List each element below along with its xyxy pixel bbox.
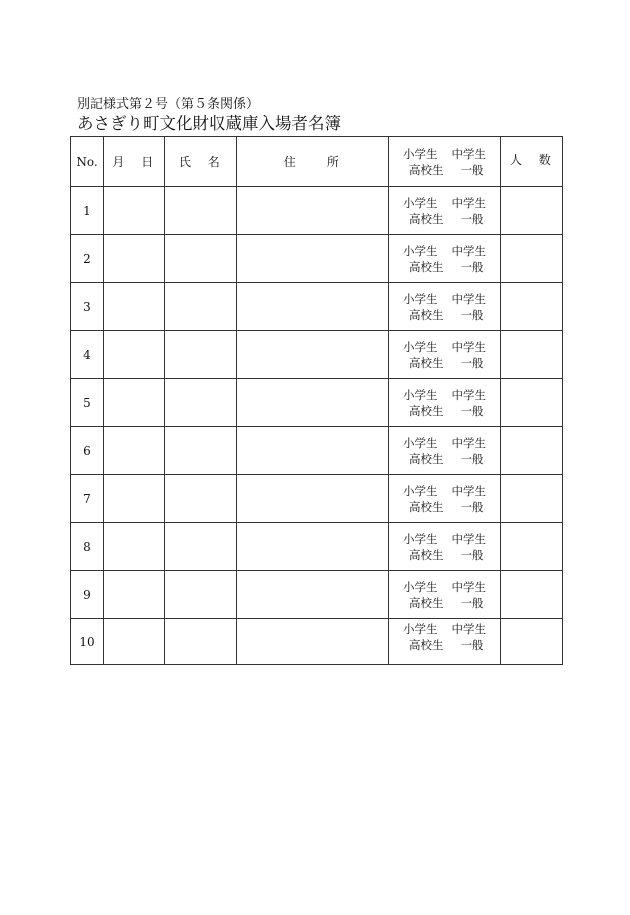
category-junior-high[interactable]: 中学生 <box>451 622 486 636</box>
table-row <box>71 235 563 283</box>
address-cell[interactable] <box>237 619 389 665</box>
name-cell[interactable] <box>165 331 237 379</box>
table-row <box>71 619 563 665</box>
document-title: あさぎり町文化財収蔵庫入場者名簿 <box>77 114 341 133</box>
row-number: 6 <box>71 427 104 475</box>
category-elementary[interactable]: 小学生 <box>403 339 438 354</box>
address-cell[interactable] <box>237 283 389 331</box>
count-cell[interactable] <box>501 379 563 427</box>
header-count: 人 数 <box>501 137 563 187</box>
address-cell[interactable] <box>237 379 389 427</box>
header-date: 月 日 <box>104 137 165 187</box>
category-cell[interactable] <box>389 475 501 523</box>
category-elementary[interactable]: 小学生 <box>403 387 438 402</box>
row-number: 4 <box>71 331 104 379</box>
name-cell[interactable] <box>165 235 237 283</box>
category-options <box>403 339 486 371</box>
category-high-school[interactable]: 高校生 <box>409 547 444 562</box>
category-junior-high[interactable]: 中学生 <box>451 531 486 546</box>
row-number: 8 <box>71 523 104 571</box>
category-high-school[interactable]: 高校生 <box>409 211 444 226</box>
category-cell[interactable] <box>389 427 501 475</box>
name-cell[interactable] <box>165 523 237 571</box>
category-options <box>403 483 486 515</box>
category-high-school[interactable]: 高校生 <box>409 638 444 652</box>
category-junior-high: 中学生 <box>451 146 486 161</box>
category-cell[interactable] <box>389 187 501 235</box>
category-general[interactable]: 一般 <box>460 547 484 562</box>
header-name: 氏 名 <box>165 137 237 187</box>
address-cell[interactable] <box>237 427 389 475</box>
table-row <box>71 283 563 331</box>
date-cell[interactable] <box>104 187 165 235</box>
category-junior-high[interactable]: 中学生 <box>451 243 486 258</box>
category-elementary[interactable]: 小学生 <box>403 531 438 546</box>
category-high-school[interactable]: 高校生 <box>409 499 444 514</box>
form-number-label: 別記様式第２号（第５条関係） <box>77 97 260 112</box>
category-cell[interactable] <box>389 235 501 283</box>
category-junior-high[interactable]: 中学生 <box>451 387 486 402</box>
category-general[interactable]: 一般 <box>460 307 484 322</box>
date-cell[interactable] <box>104 379 165 427</box>
table-row <box>71 427 563 475</box>
category-general[interactable]: 一般 <box>460 211 484 226</box>
row-number: 3 <box>71 283 104 331</box>
count-cell[interactable] <box>501 523 563 571</box>
category-junior-high[interactable]: 中学生 <box>451 195 486 210</box>
category-general[interactable]: 一般 <box>460 355 484 370</box>
category-options <box>403 146 486 178</box>
category-elementary[interactable]: 小学生 <box>403 622 438 636</box>
row-number: 5 <box>71 379 104 427</box>
date-cell[interactable] <box>104 427 165 475</box>
category-junior-high[interactable]: 中学生 <box>451 339 486 354</box>
count-cell[interactable] <box>501 619 563 665</box>
category-options <box>403 435 486 467</box>
table-row <box>71 475 563 523</box>
category-general[interactable]: 一般 <box>460 451 484 466</box>
category-elementary[interactable]: 小学生 <box>403 435 438 450</box>
address-cell[interactable] <box>237 331 389 379</box>
name-cell[interactable] <box>165 283 237 331</box>
name-cell[interactable] <box>165 427 237 475</box>
category-high-school: 高校生 <box>409 162 444 177</box>
count-cell[interactable] <box>501 235 563 283</box>
category-high-school[interactable]: 高校生 <box>409 355 444 370</box>
count-cell[interactable] <box>501 427 563 475</box>
category-general[interactable]: 一般 <box>460 403 484 418</box>
category-cell[interactable] <box>389 283 501 331</box>
category-cell[interactable] <box>389 331 501 379</box>
category-elementary[interactable]: 小学生 <box>403 483 438 498</box>
visitor-register-table <box>70 136 563 665</box>
table-row <box>71 571 563 619</box>
address-cell[interactable] <box>237 235 389 283</box>
name-cell[interactable] <box>165 187 237 235</box>
count-cell[interactable] <box>501 331 563 379</box>
category-junior-high[interactable]: 中学生 <box>451 435 486 450</box>
header-category <box>389 137 501 187</box>
count-cell[interactable] <box>501 187 563 235</box>
table-header-row <box>71 137 563 187</box>
date-cell[interactable] <box>104 331 165 379</box>
category-cell[interactable] <box>389 379 501 427</box>
name-cell[interactable] <box>165 379 237 427</box>
name-cell[interactable] <box>165 475 237 523</box>
name-cell[interactable] <box>165 571 237 619</box>
category-high-school[interactable]: 高校生 <box>409 259 444 274</box>
date-cell[interactable] <box>104 571 165 619</box>
category-options <box>403 387 486 419</box>
category-elementary[interactable]: 小学生 <box>403 195 438 210</box>
category-junior-high[interactable]: 中学生 <box>451 483 486 498</box>
count-cell[interactable] <box>501 571 563 619</box>
category-elementary[interactable]: 小学生 <box>403 579 438 594</box>
category-options <box>403 195 486 227</box>
row-number: 1 <box>71 187 104 235</box>
category-options <box>403 243 486 275</box>
category-junior-high[interactable]: 中学生 <box>451 579 486 594</box>
address-cell[interactable] <box>237 571 389 619</box>
table-row <box>71 379 563 427</box>
category-general[interactable]: 一般 <box>460 595 484 610</box>
date-cell[interactable] <box>104 523 165 571</box>
category-elementary[interactable]: 小学生 <box>403 291 438 306</box>
date-cell[interactable] <box>104 235 165 283</box>
category-general[interactable]: 一般 <box>460 499 484 514</box>
count-cell[interactable] <box>501 283 563 331</box>
category-elementary: 小学生 <box>403 146 438 161</box>
row-number: 9 <box>71 571 104 619</box>
table-row <box>71 187 563 235</box>
category-high-school[interactable]: 高校生 <box>409 307 444 322</box>
category-options <box>403 291 486 323</box>
category-high-school[interactable]: 高校生 <box>409 595 444 610</box>
header-no: No. <box>71 137 104 187</box>
address-cell[interactable] <box>237 187 389 235</box>
date-cell[interactable] <box>104 283 165 331</box>
category-general[interactable]: 一般 <box>460 638 484 652</box>
row-number: 7 <box>71 475 104 523</box>
category-options <box>403 621 486 653</box>
category-elementary[interactable]: 小学生 <box>403 243 438 258</box>
address-cell[interactable] <box>237 475 389 523</box>
category-cell[interactable] <box>389 571 501 619</box>
category-high-school[interactable]: 高校生 <box>409 403 444 418</box>
category-options <box>403 579 486 611</box>
header-address: 住 所 <box>237 137 389 187</box>
address-cell[interactable] <box>237 523 389 571</box>
row-number: 2 <box>71 235 104 283</box>
row-number: 10 <box>71 619 104 665</box>
table-row <box>71 523 563 571</box>
category-cell[interactable] <box>389 619 501 665</box>
name-cell[interactable] <box>165 619 237 665</box>
table-body <box>71 187 563 665</box>
category-junior-high[interactable]: 中学生 <box>451 291 486 306</box>
table-row <box>71 331 563 379</box>
category-options <box>403 531 486 563</box>
category-high-school[interactable]: 高校生 <box>409 451 444 466</box>
count-cell[interactable] <box>501 475 563 523</box>
date-cell[interactable] <box>104 619 165 665</box>
category-cell[interactable] <box>389 523 501 571</box>
category-general[interactable]: 一般 <box>460 259 484 274</box>
date-cell[interactable] <box>104 475 165 523</box>
category-general: 一般 <box>460 162 484 177</box>
